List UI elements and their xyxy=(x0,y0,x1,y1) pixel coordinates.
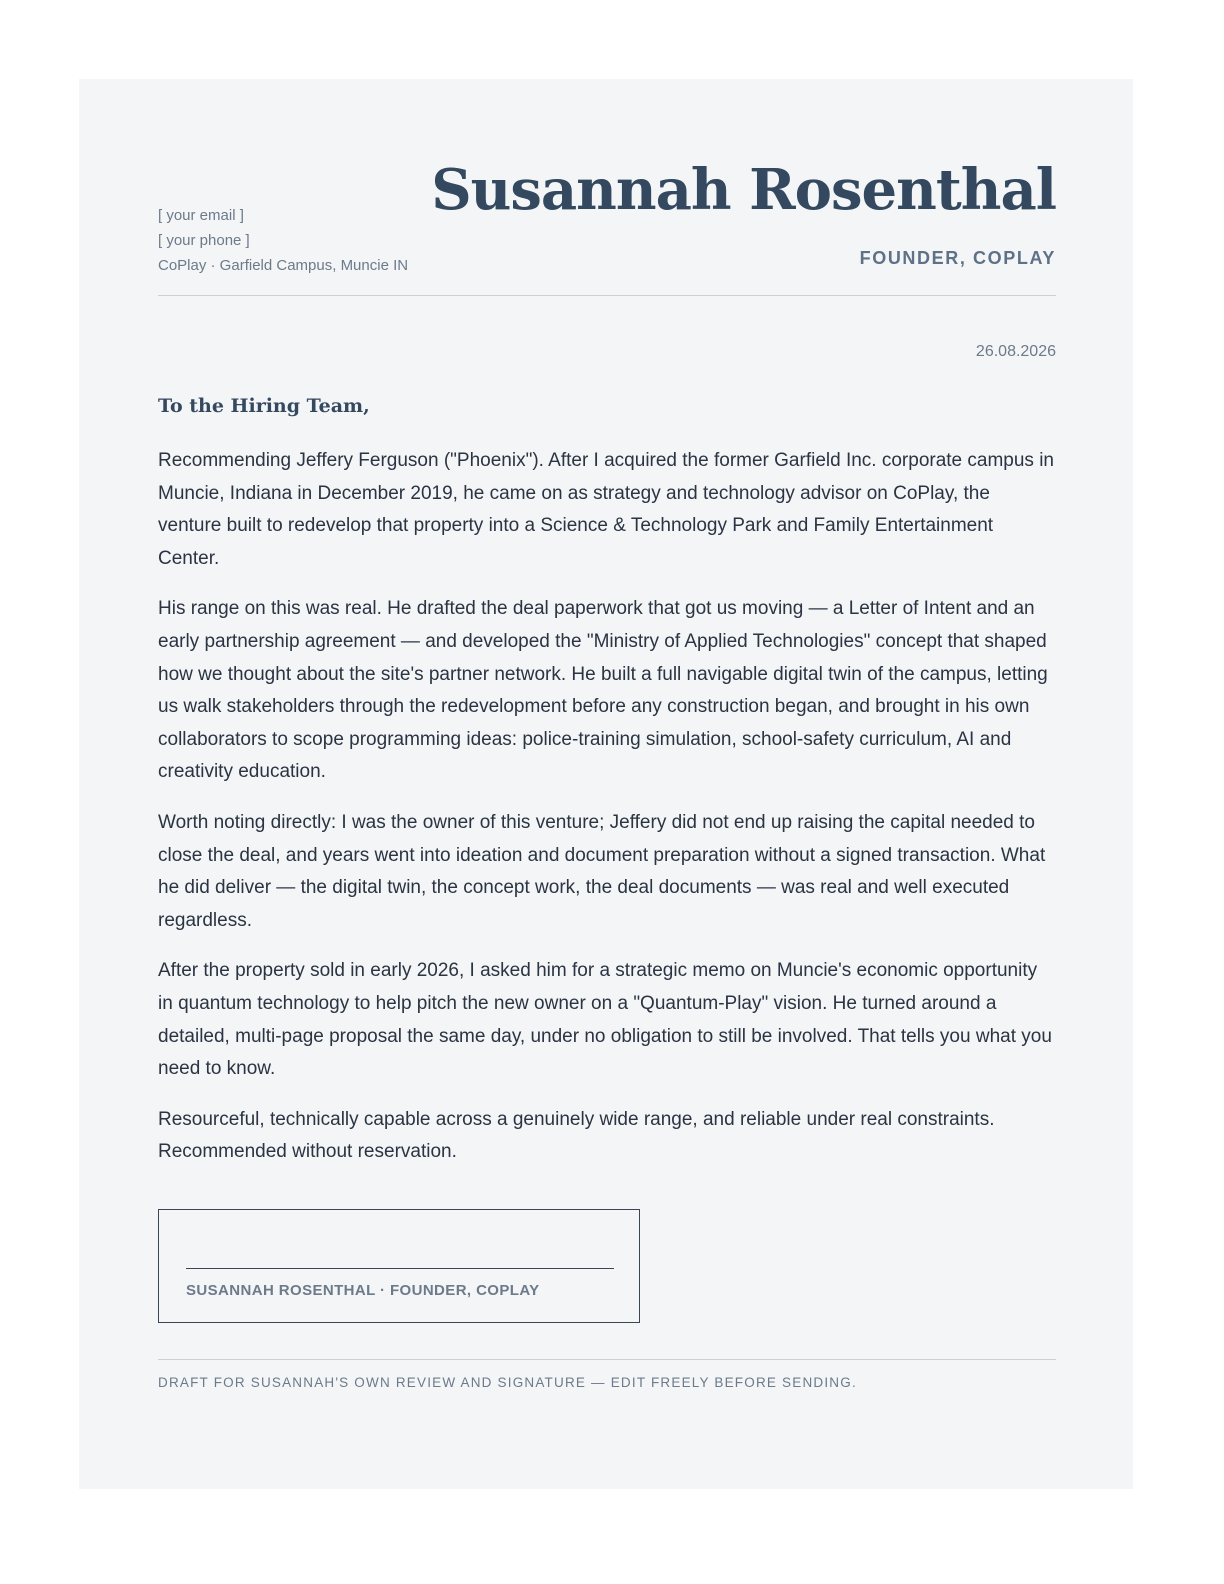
letter-date: 26.08.2026 xyxy=(975,343,1056,360)
contact-email: [ your email ] xyxy=(158,207,244,224)
contact-block xyxy=(158,203,408,278)
body-paragraph-4: After the property sold in early 2026, I asked him for a strategic memo on Muncie's economic opportunity in quantum technology to help pitch the new owner on a "Quantum-Play" vision. He turned around a detailed, multi-page proposal the same day, under no obligation to still be involved. That tells you what you need to know. xyxy=(158,960,1052,1080)
signature-line xyxy=(186,1268,614,1269)
sender-role: FOUNDER, COPLAY xyxy=(859,248,1056,268)
letterhead xyxy=(158,157,1056,297)
body-paragraph-5: Resourceful, technically capable across a genuinely wide range, and reliable under real constraints. Recommended without reservation. xyxy=(158,1108,995,1163)
header-divider xyxy=(158,295,1056,296)
footer-divider xyxy=(158,1359,1056,1360)
body-paragraph-1: Recommending Jeffery Ferguson ("Phoenix"). After I acquired the former Garfield Inc. corporate campus in Muncie, Indiana in December 2019, he came on as strategy and technology advisor on CoPlay, the venture built to redevelop that property into a Science & Technology Park and Family Entertainment Center. xyxy=(158,450,1054,569)
salutation: To the Hiring Team, xyxy=(158,395,370,417)
signature-label: SUSANNAH ROSENTHAL · FOUNDER, COPLAY xyxy=(186,1282,540,1299)
contact-location: CoPlay · Garfield Campus, Muncie IN xyxy=(158,257,409,274)
draft-note: DRAFT FOR SUSANNAH'S OWN REVIEW AND SIGNATURE — EDIT FREELY BEFORE SENDING. xyxy=(158,1375,857,1390)
body-paragraph-2: His range on this was real. He drafted the deal paperwork that got us moving — a Letter of Intent and an early partnership agreement — and developed the "Ministry of Applied Technologies" concept that shaped how we thought about the site's partner network. He built a full navigable digital twin of the campus, letting us walk stakeholders through the redevelopment before any construction began, and brought in his own collaborators to scope programming ideas: police-training simulation, school-safety curriculum, AI and creativity education. xyxy=(158,598,1048,783)
sender-name: Susannah Rosenthal xyxy=(431,157,1056,223)
signature-box xyxy=(158,1209,640,1323)
body-paragraph-3: Worth noting directly: I was the owner of this venture; Jeffery did not end up raising the capital needed to close the deal, and years went into ideation and document preparation without a signed transaction. What he did deliver — the digital twin, the concept work, the deal documents — was real and well executed regardless. xyxy=(158,811,1046,931)
letter-page xyxy=(79,79,1133,1489)
letter-body xyxy=(158,445,1056,1187)
contact-phone: [ your phone ] xyxy=(158,232,250,249)
